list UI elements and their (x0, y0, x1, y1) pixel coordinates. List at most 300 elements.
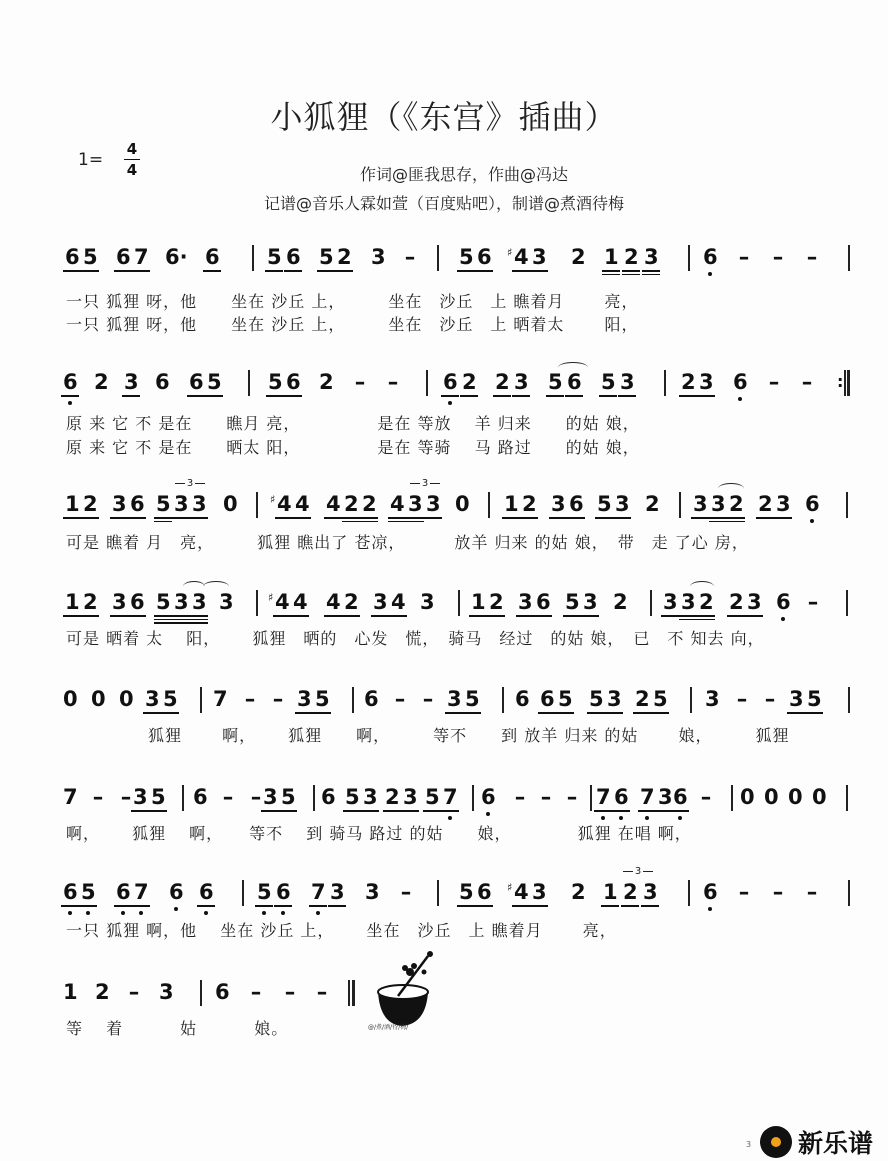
note-value: – (772, 245, 784, 269)
underline (149, 810, 167, 812)
underline (371, 615, 389, 617)
underline (460, 395, 478, 397)
note (95, 980, 109, 1004)
underline (128, 615, 146, 617)
note-value: 1 (65, 590, 80, 614)
note (364, 687, 378, 711)
note-value: – (92, 785, 104, 809)
note-value: 6· (165, 245, 188, 269)
note (597, 492, 611, 516)
note-value: 6 (776, 590, 791, 614)
note (806, 590, 820, 614)
note-value: 7 (63, 785, 78, 809)
underline (154, 619, 172, 621)
note (393, 687, 407, 711)
note (518, 590, 532, 614)
barline (731, 785, 733, 811)
barline (590, 785, 592, 811)
note (326, 590, 340, 614)
note (207, 370, 221, 394)
octave-dot (619, 816, 623, 820)
underline (727, 517, 745, 519)
underline (671, 810, 689, 812)
note-value: – (540, 785, 552, 809)
lyric-line: 一只 狐狸 呀，他 坐在 沙丘 上， 坐在 沙丘 上 瞧着月 亮， (66, 292, 639, 311)
note (540, 687, 554, 711)
note (805, 245, 819, 269)
underline (595, 517, 613, 519)
note (169, 880, 183, 904)
underline (622, 274, 640, 276)
underline (406, 517, 424, 519)
note-value: 6 (481, 785, 496, 809)
lyric-line: 一只 狐狸 啊，他 坐在 沙丘 上， 坐在 沙丘 上 瞧着月 亮， (66, 921, 617, 940)
underline (457, 905, 475, 907)
note-value: 4 (514, 245, 529, 269)
underline (324, 517, 342, 519)
note (532, 245, 546, 269)
underline (445, 712, 463, 714)
note-value: 3 (643, 880, 658, 904)
note (83, 245, 97, 269)
final-barline-thick (352, 980, 355, 1006)
octave-dot (708, 907, 712, 911)
note (613, 590, 627, 614)
note-value: 2 (729, 590, 744, 614)
underline (613, 517, 631, 519)
note (403, 785, 417, 809)
underline (709, 521, 727, 523)
note-value: 4 (326, 492, 341, 516)
note-value: 2 (699, 590, 714, 614)
underline (309, 905, 327, 907)
underline (265, 270, 283, 272)
note (776, 590, 790, 614)
note (390, 492, 404, 516)
note-value: 6 (477, 245, 492, 269)
barline (313, 785, 315, 811)
note-value: 3 (658, 785, 673, 809)
note (681, 370, 695, 394)
note (462, 370, 476, 394)
lyric-line: 可是 晒着 太 阳， 狐狸 晒的 心发 慌， 骑马 经过 的姑 娘， 已 不 知去 向， (66, 629, 765, 648)
underline (255, 905, 273, 907)
note (159, 980, 173, 1004)
underline (679, 395, 697, 397)
note-value: 7 (213, 687, 228, 711)
underline (328, 905, 346, 907)
underline (313, 712, 331, 714)
note (624, 245, 638, 269)
note-value: – (764, 687, 776, 711)
note-value: 0 (119, 687, 134, 711)
note-value: 3 (159, 980, 174, 1004)
barline (846, 492, 848, 518)
octave-dot (448, 816, 452, 820)
note (471, 590, 485, 614)
lyric-line: 狐狸 啊， 狐狸 啊， 等不 到 放羊 归来 的姑 娘， 狐狸 (148, 726, 790, 745)
underline (556, 712, 574, 714)
note (163, 687, 177, 711)
note-value: 3 (192, 590, 207, 614)
barline (688, 245, 690, 271)
underline (441, 810, 459, 812)
barline (437, 880, 439, 906)
underline (143, 712, 161, 714)
note (297, 687, 311, 711)
underline (679, 615, 697, 617)
underline (266, 395, 284, 397)
underline (154, 521, 172, 523)
underline (63, 615, 81, 617)
underline (154, 622, 172, 624)
note-value: 3 (408, 492, 423, 516)
note-value: 5 (565, 590, 580, 614)
note (477, 880, 491, 904)
note-value: 3 (112, 590, 127, 614)
underline (190, 615, 208, 617)
lyric-line: 啊， 狐狸 啊， 等不 到 骑马 路过 的姑 娘， 狐狸 在唱 啊， (66, 824, 692, 843)
underline (697, 619, 715, 621)
note-value: 3 (776, 492, 791, 516)
tie-slur (183, 581, 205, 592)
note-value: – (400, 880, 412, 904)
note (353, 370, 367, 394)
note-value: – (394, 687, 406, 711)
note (539, 785, 553, 809)
note (362, 492, 376, 516)
underline (534, 615, 552, 617)
note (789, 687, 803, 711)
note-value: 6 (189, 370, 204, 394)
underline (601, 905, 619, 907)
underline (190, 517, 208, 519)
note (91, 785, 105, 809)
underline (388, 517, 406, 519)
barline (472, 785, 474, 811)
note (83, 590, 97, 614)
note (165, 245, 188, 269)
note-value: 5 (589, 687, 604, 711)
note (426, 492, 440, 516)
underline (493, 395, 511, 397)
note (603, 880, 617, 904)
barline (200, 980, 202, 1006)
barline (242, 880, 244, 906)
underline (469, 615, 487, 617)
underline (475, 905, 493, 907)
sharp-sign: ♯ (507, 881, 513, 894)
note (315, 687, 329, 711)
underline (638, 810, 656, 812)
underline (599, 395, 617, 397)
note (63, 785, 77, 809)
triplet-mark: 3 (165, 478, 215, 489)
brand-logo[interactable] (760, 1124, 873, 1160)
note-value: 5 (267, 245, 282, 269)
note-value: – (736, 687, 748, 711)
note (174, 492, 188, 516)
note-value: 2 (623, 880, 638, 904)
underline (642, 274, 660, 276)
note (127, 980, 141, 1004)
note (193, 785, 207, 809)
underline (360, 517, 378, 519)
underline (161, 712, 179, 714)
barline (252, 245, 254, 271)
underline (275, 517, 293, 519)
note (386, 370, 400, 394)
note-value: 2 (758, 492, 773, 516)
note-value: 5 (268, 370, 283, 394)
octave-dot (738, 397, 742, 401)
note-value: 3 (133, 785, 148, 809)
underline (581, 615, 599, 617)
note-value: 2 (729, 492, 744, 516)
underline (273, 615, 291, 617)
note (522, 492, 536, 516)
underline (622, 270, 640, 272)
octave-dot (121, 911, 125, 915)
underline (697, 395, 715, 397)
barline (690, 687, 692, 713)
note (94, 370, 108, 394)
note (219, 590, 233, 614)
note (130, 492, 144, 516)
octave-dot (139, 911, 143, 915)
note-value: 6 (805, 492, 820, 516)
note-value: 5 (345, 785, 360, 809)
note-value: 3 (747, 590, 762, 614)
note (189, 370, 203, 394)
note-value: 5 (163, 687, 178, 711)
note-value: 6 (540, 687, 555, 711)
note (681, 590, 695, 614)
note (805, 880, 819, 904)
note-value: 3 (297, 687, 312, 711)
note (249, 980, 263, 1004)
note-value: – (404, 245, 416, 269)
note-value: 2 (495, 370, 510, 394)
note-value: 6 (116, 245, 131, 269)
note (63, 980, 77, 1004)
octave-dot (708, 272, 712, 276)
note-value: 5 (548, 370, 563, 394)
underline (487, 615, 505, 617)
note (363, 785, 377, 809)
note (567, 370, 581, 394)
underline (293, 517, 311, 519)
note (134, 245, 148, 269)
note-value: 6 (63, 880, 78, 904)
underline (81, 270, 99, 272)
note (729, 590, 743, 614)
note-value: 6 (733, 370, 748, 394)
note (311, 880, 325, 904)
note-value: 2 (362, 492, 377, 516)
note-value: 6 (614, 785, 629, 809)
octave-dot (645, 816, 649, 820)
note (192, 492, 206, 516)
note-value: 6 (199, 880, 214, 904)
note-value: 7 (443, 785, 458, 809)
note-value: 6 (155, 370, 170, 394)
note (270, 492, 292, 516)
octave-dot (781, 617, 785, 621)
underline (563, 615, 581, 617)
sharp-sign: ♯ (270, 493, 276, 506)
note-value: 3 (174, 492, 189, 516)
underline (190, 619, 208, 621)
note (740, 785, 754, 809)
underline (787, 712, 805, 714)
note (133, 785, 147, 809)
note-value: 3 (263, 785, 278, 809)
note (276, 880, 290, 904)
octave-dot (281, 911, 285, 915)
note-value: 4 (391, 590, 406, 614)
underline (172, 619, 190, 621)
note-value: 3 (699, 370, 714, 394)
note (281, 785, 295, 809)
tie-slur (558, 362, 588, 373)
note (455, 492, 469, 516)
note-value: 3 (124, 370, 139, 394)
octave-dot (86, 911, 90, 915)
barline (182, 785, 184, 811)
underline (114, 905, 132, 907)
barline (848, 687, 850, 713)
note-value: 2 (571, 880, 586, 904)
note (221, 785, 235, 809)
repeat-dots: : (837, 372, 844, 391)
note-value: 5 (459, 245, 474, 269)
note-value: 4 (293, 590, 308, 614)
note-value: 3 (219, 590, 234, 614)
note-value: 3 (693, 492, 708, 516)
note (124, 370, 138, 394)
note (263, 785, 277, 809)
underline (295, 712, 313, 714)
underline (774, 517, 792, 519)
underline (172, 615, 190, 617)
note (315, 980, 329, 1004)
underline (727, 615, 745, 617)
barline (688, 880, 690, 906)
note-value: – (801, 370, 813, 394)
underline (538, 712, 556, 714)
note-value: 6 (286, 370, 301, 394)
underline (587, 712, 605, 714)
note-value: – (387, 370, 399, 394)
note (507, 245, 529, 269)
underline (602, 270, 620, 272)
underline (284, 395, 302, 397)
note-value: 6 (567, 370, 582, 394)
plum-blossom-bowl-icon (370, 950, 440, 1030)
note-value: – (250, 980, 262, 1004)
note (119, 785, 133, 809)
note (548, 370, 562, 394)
note-value: – (422, 687, 434, 711)
underline (79, 905, 97, 907)
underline (61, 395, 79, 397)
barline (664, 370, 666, 396)
underline (190, 622, 208, 624)
note (644, 245, 658, 269)
note (283, 980, 297, 1004)
note (607, 687, 621, 711)
lyric-line: 可是 瞧着 月 亮， 狐狸 瞧出了 苍凉， 放羊 归来 的姑 娘， 带 走 了心 房， (66, 533, 749, 552)
note (408, 492, 422, 516)
note-value: 3 (330, 880, 345, 904)
triplet-mark: 3 (612, 866, 664, 877)
note-value: 3 (532, 880, 547, 904)
barline (458, 590, 460, 616)
octave-dot (678, 816, 682, 820)
note-value: 4 (326, 590, 341, 614)
note (489, 590, 503, 614)
note (536, 590, 550, 614)
note-value: 3 (532, 245, 547, 269)
note-value: 6 (703, 245, 718, 269)
note (812, 785, 826, 809)
underline (317, 270, 335, 272)
barline (256, 590, 258, 616)
note (635, 687, 649, 711)
note (295, 492, 309, 516)
underline (457, 270, 475, 272)
note-value: 0 (91, 687, 106, 711)
underline (110, 517, 128, 519)
underline (475, 270, 493, 272)
barline (248, 370, 250, 396)
note-value: – (244, 687, 256, 711)
note-value: 1 (604, 245, 619, 269)
underline (756, 517, 774, 519)
underline (621, 905, 639, 907)
underline (203, 270, 221, 272)
note-value: 6 (205, 245, 220, 269)
note (192, 590, 206, 614)
note (807, 687, 821, 711)
note (156, 492, 170, 516)
note-value: 5 (156, 590, 171, 614)
note-value: 3 (620, 370, 635, 394)
underline (389, 615, 407, 617)
note (330, 880, 344, 904)
barline (848, 880, 850, 906)
note-value: – (514, 785, 526, 809)
note (205, 245, 219, 269)
note-value: 6 (703, 880, 718, 904)
note (373, 590, 387, 614)
note (63, 687, 77, 711)
underline (805, 712, 823, 714)
barline (846, 785, 848, 811)
note (601, 370, 615, 394)
note-value: 6 (130, 492, 145, 516)
note-value: 3 (615, 492, 630, 516)
note (711, 492, 725, 516)
note (767, 370, 781, 394)
underline (131, 810, 149, 812)
note-value: – (806, 880, 818, 904)
note (640, 785, 654, 809)
tie-slur (718, 483, 744, 494)
underline (618, 395, 636, 397)
tie-slur (690, 581, 714, 592)
